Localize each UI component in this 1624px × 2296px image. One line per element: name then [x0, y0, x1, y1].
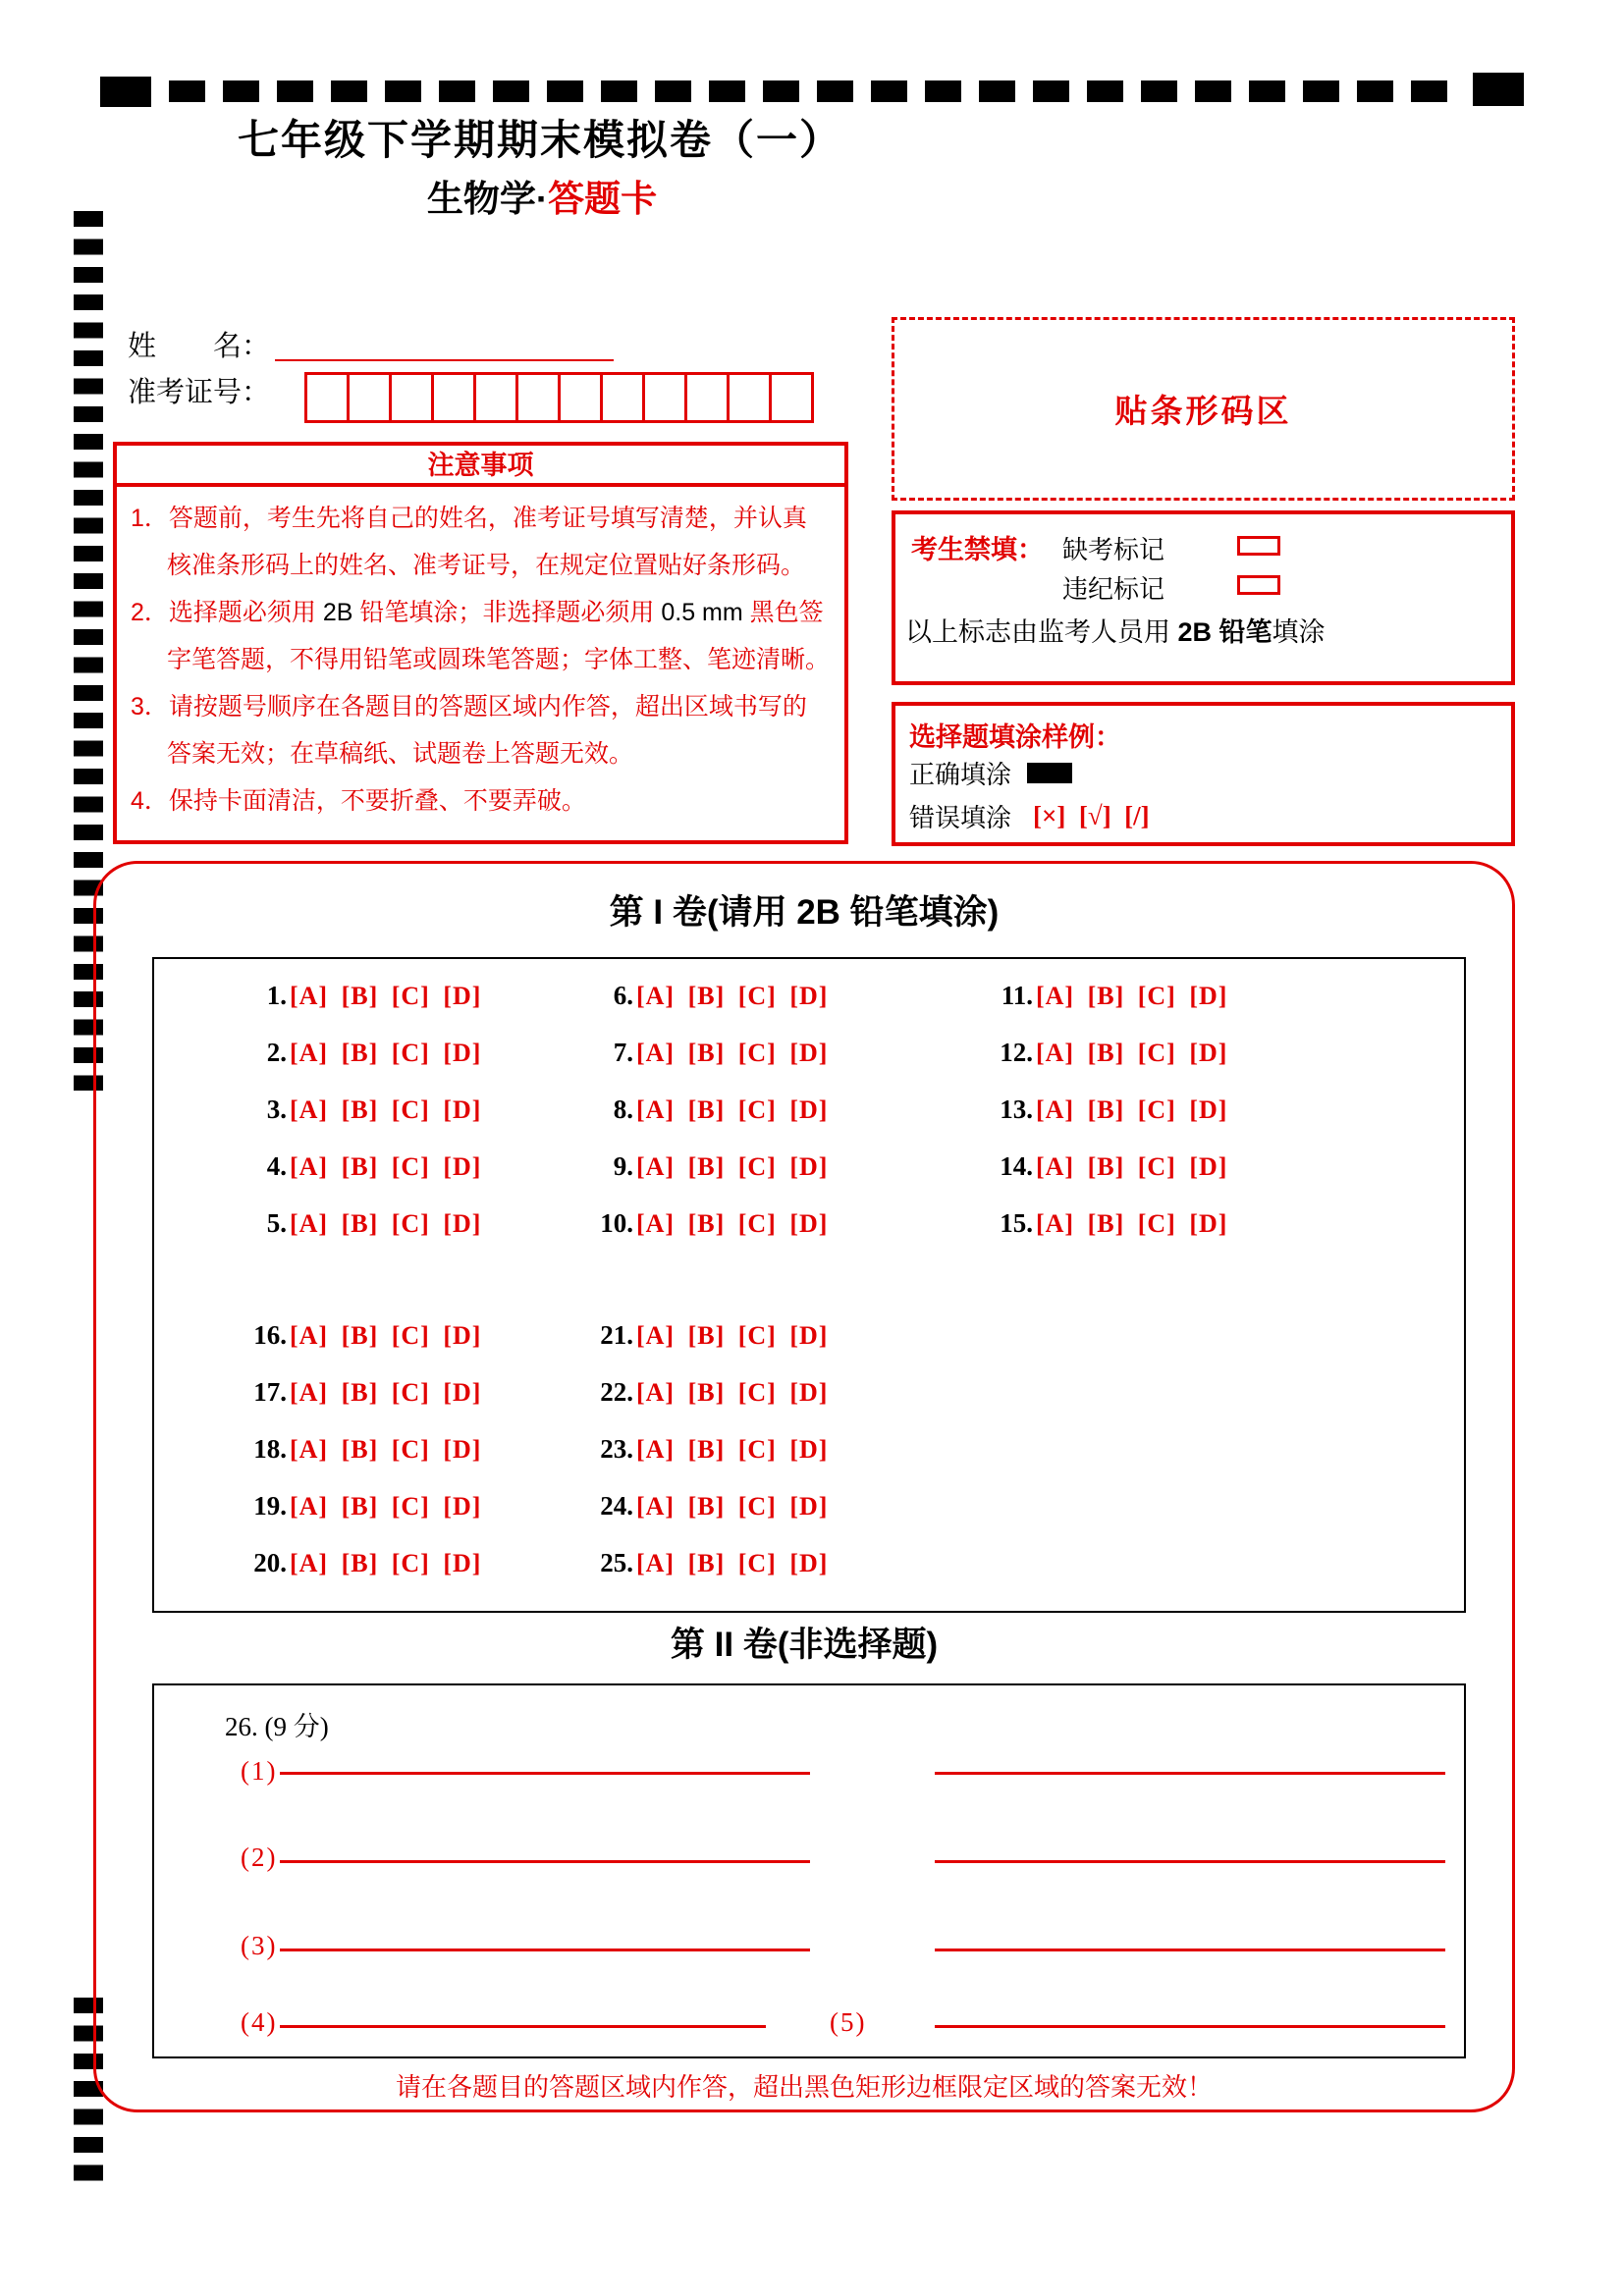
question-row-19 [238, 1491, 481, 1522]
question-option-bubbles[interactable]: [A] [B] [C] [D] [636, 1152, 829, 1181]
admission-number-cell[interactable] [389, 372, 434, 423]
question-row-7 [584, 1038, 828, 1068]
footer-warning: 请在各题目的答题区域内作答，超出黑色矩形边框限定区域的答案无效！ [395, 2072, 1213, 2102]
question-option-bubbles[interactable]: [A] [B] [C] [D] [636, 982, 829, 1010]
section1-answer-box [152, 957, 1466, 1613]
admission-number-cell[interactable] [431, 372, 476, 423]
answer-blank-2b[interactable] [935, 1860, 1445, 1863]
question-row-18 [238, 1434, 481, 1465]
question-row-17 [238, 1377, 481, 1408]
question-row-10 [584, 1208, 828, 1239]
blank-label-4: (4) [241, 2007, 278, 2037]
question-row-3 [238, 1095, 481, 1125]
text-segment: 以上标志由监考人员用 [905, 617, 1178, 647]
text-segment: 黑色签字笔答题，不得用铅笔或圆珠笔答题；字体工整、笔迹清晰。 [167, 599, 831, 673]
question-number: 8. [613, 1095, 633, 1124]
question-number: 19. [253, 1491, 287, 1521]
examinee-forbidden-title: 考生禁填： [911, 535, 1044, 564]
question-number: 10. [600, 1208, 633, 1238]
question-option-bubbles[interactable]: [A] [B] [C] [D] [290, 1152, 482, 1181]
answer-blank-5[interactable] [935, 2025, 1445, 2028]
question-number: 13. [1000, 1095, 1033, 1124]
question-number: 2. [266, 1038, 287, 1067]
correct-fill-label: 正确填涂 [909, 760, 1012, 789]
question-option-bubbles[interactable]: [A] [B] [C] [D] [290, 1549, 482, 1577]
question-number: 11. [1001, 981, 1033, 1010]
admission-number-cell[interactable] [304, 372, 350, 423]
question-option-bubbles[interactable]: [A] [B] [C] [D] [636, 1549, 829, 1577]
admission-number-cell[interactable] [347, 372, 392, 423]
question-row-8 [584, 1095, 828, 1125]
examinee-forbidden-box [892, 510, 1515, 685]
question-number: 7. [613, 1038, 633, 1067]
notice-box [113, 442, 848, 844]
question-number: 20. [253, 1548, 287, 1577]
correct-fill-row [909, 755, 1072, 791]
absent-mark-checkbox[interactable] [1237, 536, 1280, 556]
absent-mark-label: 缺考标记 [1062, 535, 1165, 564]
question-number: 9. [613, 1151, 633, 1181]
question-option-bubbles[interactable]: [A] [B] [C] [D] [636, 1492, 829, 1521]
name-input-line[interactable] [275, 338, 614, 361]
question-number: 25. [600, 1548, 633, 1577]
question-number: 4. [266, 1151, 287, 1181]
question-option-bubbles[interactable]: [A] [B] [C] [D] [636, 1435, 829, 1464]
question-option-bubbles[interactable]: [A] [B] [C] [D] [636, 1378, 829, 1407]
question-number: 16. [253, 1320, 287, 1350]
question-row-4 [238, 1151, 481, 1182]
blank-label-3: (3) [241, 1931, 278, 1960]
wrong-fill-row [909, 798, 1150, 834]
text-segment: 2B 铅笔 [1177, 617, 1272, 647]
question-option-bubbles[interactable]: [A] [B] [C] [D] [1036, 982, 1228, 1010]
question-row-13 [984, 1095, 1227, 1125]
admission-number-cell[interactable] [769, 372, 814, 423]
answer-blank-3a[interactable] [280, 1949, 810, 1951]
text-segment: 1．答题前，考生先将自己的姓名，准考证号填写清楚，并认真核准条形码上的姓名、准考证号，在规定位置贴好条形码。 [131, 505, 807, 579]
text-segment: 0.5 mm [661, 599, 750, 626]
question-number: 5. [266, 1208, 287, 1238]
section2-answer-box [152, 1683, 1466, 2058]
question-number: 22. [600, 1377, 633, 1407]
question-number: 23. [600, 1434, 633, 1464]
text-segment: 3．请按题号顺序在各题目的答题区域内作答，超出区域书写的答案无效；在草稿纸、试题卷上答题无效。 [131, 693, 807, 768]
name-label: 姓 名： [128, 331, 271, 362]
question-option-bubbles[interactable]: [A] [B] [C] [D] [1036, 1209, 1228, 1238]
question-option-bubbles[interactable]: [A] [B] [C] [D] [1036, 1095, 1228, 1124]
admission-number-cell[interactable] [600, 372, 645, 423]
question-number: 17. [253, 1377, 287, 1407]
notice-item-4 [131, 777, 831, 825]
admission-number-cell[interactable] [642, 372, 687, 423]
admission-number-cell[interactable] [727, 372, 772, 423]
question-number: 18. [253, 1434, 287, 1464]
question-option-bubbles[interactable]: [A] [B] [C] [D] [290, 1039, 482, 1067]
question-number: 12. [1000, 1038, 1033, 1067]
question-row-1 [238, 981, 481, 1011]
section1-title: 第 I 卷(请用 2B 铅笔填涂) [609, 893, 1000, 932]
question-option-bubbles[interactable]: [A] [B] [C] [D] [290, 1321, 482, 1350]
question-option-bubbles[interactable]: [A] [B] [C] [D] [290, 982, 482, 1010]
question-row-20 [238, 1548, 481, 1578]
question-number: 14. [1000, 1151, 1033, 1181]
admission-number-cell[interactable] [558, 372, 603, 423]
notice-header: 注意事项 [117, 446, 844, 487]
question-option-bubbles[interactable]: [A] [B] [C] [D] [1036, 1152, 1228, 1181]
barcode-area-label: 贴条形码区 [1114, 393, 1292, 429]
answer-blank-1a[interactable] [280, 1772, 810, 1775]
fill-sample-title: 选择题填涂样例： [909, 722, 1121, 752]
question-number: 6. [613, 981, 633, 1010]
question-row-23 [584, 1434, 828, 1465]
correct-fill-sample-mark [1027, 763, 1072, 783]
notice-body [117, 487, 844, 825]
blank-label-2: (2) [241, 1842, 278, 1872]
notice-item-1 [131, 495, 831, 589]
blank-label-5: (5) [830, 2007, 867, 2037]
question-option-bubbles[interactable]: [A] [B] [C] [D] [290, 1492, 482, 1521]
text-segment: 填涂 [1272, 617, 1326, 647]
question-row-22 [584, 1377, 828, 1408]
question-row-14 [984, 1151, 1227, 1182]
text-segment: 4．保持卡面清洁，不要折叠、不要弄破。 [131, 787, 586, 815]
question-option-bubbles[interactable]: [A] [B] [C] [D] [636, 1039, 829, 1067]
question-option-bubbles[interactable]: [A] [B] [C] [D] [290, 1095, 482, 1124]
question-row-15 [984, 1208, 1227, 1239]
question-option-bubbles[interactable]: [A] [B] [C] [D] [636, 1321, 829, 1350]
wrong-fill-sample-marks: [×] [√] [/] [1033, 801, 1150, 830]
subject-name: 生物学· [426, 179, 549, 219]
admission-number-boxes [304, 372, 814, 423]
answer-card-label: 答题卡 [548, 179, 658, 219]
violation-mark-label: 违纪标记 [1062, 574, 1165, 604]
page-subtitle [0, 169, 1084, 222]
admission-number-label: 准考证号： [128, 377, 271, 408]
barcode-paste-area[interactable] [892, 317, 1515, 501]
wrong-fill-label: 错误填涂 [909, 803, 1012, 832]
section2-title: 第 II 卷(非选择题) [670, 1626, 939, 1664]
question-number: 15. [1000, 1208, 1033, 1238]
text-segment: 2．选择题必须用 [131, 599, 323, 626]
text-segment: 铅笔填涂；非选择题必须用 [359, 599, 662, 626]
question-number: 3. [266, 1095, 287, 1124]
question-row-2 [238, 1038, 481, 1068]
answer-blank-1b[interactable] [935, 1772, 1445, 1775]
question-row-12 [984, 1038, 1227, 1068]
question-row-11 [984, 981, 1227, 1011]
answer-blank-2a[interactable] [280, 1860, 810, 1863]
question-26-label: 26. (9 分) [225, 1712, 329, 1741]
notice-item-3 [131, 683, 831, 777]
notice-item-2 [131, 589, 831, 683]
admission-number-cell[interactable] [684, 372, 730, 423]
question-row-6 [584, 981, 828, 1011]
text-segment: 2B [322, 599, 360, 626]
question-option-bubbles[interactable]: [A] [B] [C] [D] [636, 1209, 829, 1238]
question-row-9 [584, 1151, 828, 1182]
answer-blank-3b[interactable] [935, 1949, 1445, 1951]
question-row-25 [584, 1548, 828, 1578]
admission-number-cell[interactable] [515, 372, 561, 423]
question-row-21 [584, 1320, 828, 1351]
timing-mark-top-left [100, 77, 151, 107]
fill-sample-box [892, 702, 1515, 846]
answer-blank-4[interactable] [280, 2025, 766, 2028]
question-row-24 [584, 1491, 828, 1522]
question-option-bubbles[interactable]: [A] [B] [C] [D] [290, 1378, 482, 1407]
question-number: 21. [600, 1320, 633, 1350]
supervisor-note [905, 611, 1326, 649]
page-title: 七年级下学期期末模拟卷（一） [237, 117, 842, 163]
question-option-bubbles[interactable]: [A] [B] [C] [D] [1036, 1039, 1228, 1067]
violation-mark-checkbox[interactable] [1237, 575, 1280, 595]
blank-label-1: (1) [241, 1756, 278, 1786]
question-row-5 [238, 1208, 481, 1239]
question-row-16 [238, 1320, 481, 1351]
admission-number-cell[interactable] [473, 372, 518, 423]
question-option-bubbles[interactable]: [A] [B] [C] [D] [290, 1435, 482, 1464]
question-option-bubbles[interactable]: [A] [B] [C] [D] [290, 1209, 482, 1238]
timing-marks-top-row [169, 80, 1463, 102]
question-option-bubbles[interactable]: [A] [B] [C] [D] [636, 1095, 829, 1124]
question-number: 24. [600, 1491, 633, 1521]
timing-mark-top-right [1473, 73, 1524, 106]
question-number: 1. [266, 981, 287, 1010]
